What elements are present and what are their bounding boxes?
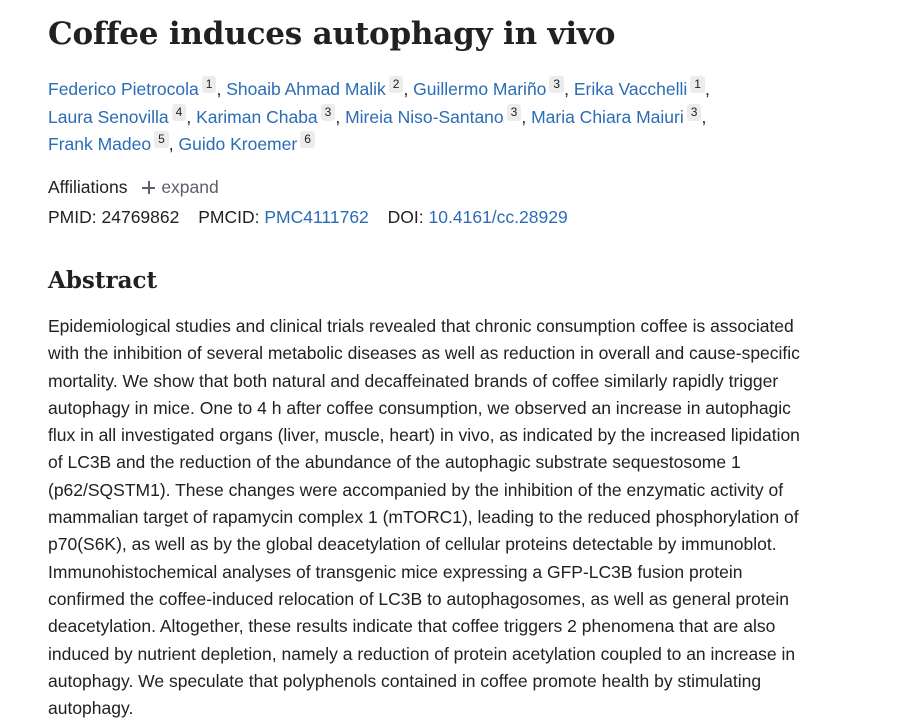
pmcid-link[interactable]: PMC4111762 (264, 207, 369, 227)
identifiers-row (48, 205, 582, 229)
author-line (48, 104, 848, 132)
abstract-line: flux in all investigated organs (liver, muscle, heart) in vivo, as indicated by the increased lipidation (48, 425, 800, 446)
separator: , (168, 134, 179, 154)
separator: , (335, 106, 346, 127)
affiliation-badge[interactable]: 3 (321, 104, 336, 121)
author-link[interactable]: Laura Senovilla (48, 106, 169, 127)
pmid-group (48, 207, 179, 227)
affiliation-badge[interactable]: 2 (389, 76, 404, 93)
pmcid-label: PMCID: (198, 207, 260, 227)
abstract-line: Immunohistochemical analyses of transgenic mice expressing a GFP-LC3B fusion protein (48, 561, 743, 582)
author-line (48, 76, 848, 104)
doi-link[interactable]: 10.4161/cc.28929 (428, 207, 568, 227)
author-link[interactable]: Shoaib Ahmad Malik (226, 79, 386, 99)
expand-label: expand (161, 177, 219, 197)
abstract-line: autophagy. We speculate that polyphenols contained in coffee promote health by stimulating (48, 670, 762, 691)
separator: , (186, 106, 197, 127)
abstract-line: mortality. We show that both natural and decaffeinated brands of coffee similarly rapidly trigger (48, 370, 779, 391)
author-list (48, 76, 848, 159)
abstract-line: (p62/SQSTM1). These changes were accompanied by the inhibition of the enzymatic activity of (48, 479, 784, 500)
affiliation-badge[interactable]: 3 (507, 104, 522, 121)
abstract-heading: Abstract (48, 267, 158, 294)
author-line (48, 131, 848, 159)
separator: , (403, 79, 414, 99)
pmcid-group (198, 207, 369, 227)
affiliation-badge[interactable]: 6 (300, 131, 315, 148)
pmid-value: 24769862 (101, 207, 180, 227)
abstract-line: with the inhibition of several metabolic diseases as well as reduction in overall and cause-specific (48, 343, 800, 364)
abstract-line: p70(S6K), as well as by the global deacetylation of cellular proteins detectable by immunoblot. (48, 534, 777, 555)
affiliation-badge[interactable]: 1 (690, 76, 705, 93)
author-link[interactable]: Mireia Niso-Santano (345, 106, 504, 127)
affiliations-row (48, 175, 219, 199)
author-link[interactable]: Erika Vacchelli (573, 79, 688, 99)
abstract-line: induced by nutrient depletion, namely a reduction of protein acetylation coupled to an increase in (48, 643, 796, 664)
author-link[interactable]: Guido Kroemer (178, 134, 298, 154)
author-link[interactable]: Federico Pietrocola (48, 79, 199, 99)
abstract-line: Epidemiological studies and clinical trials revealed that chronic consumption coffee is associated (48, 316, 794, 336)
affiliation-badge[interactable]: 1 (202, 76, 217, 93)
affiliation-badge[interactable]: 3 (549, 76, 564, 93)
abstract-text (48, 313, 858, 722)
author-link[interactable]: Kariman Chaba (196, 106, 318, 127)
article-title: Coffee induces autophagy in vivo (48, 16, 616, 52)
affiliation-badge[interactable]: 4 (172, 104, 187, 121)
author-link[interactable]: Guillermo Mariño (413, 79, 547, 99)
author-link[interactable]: Maria Chiara Maiuri (531, 106, 684, 127)
separator: , (564, 79, 574, 99)
abstract-line: mammalian target of rapamycin complex 1 (mTORC1), leading to the reduced phosphorylation of (48, 507, 799, 528)
plus-icon (142, 181, 155, 194)
expand-affiliations-button[interactable] (142, 175, 218, 199)
affiliation-badge[interactable]: 5 (154, 131, 169, 148)
pmid-label: PMID: (48, 207, 97, 227)
doi-group (388, 207, 568, 227)
abstract-line: deacetylation. Altogether, these results indicate that coffee triggers 2 phenomena that are also (48, 616, 776, 637)
affiliation-badge[interactable]: 3 (687, 104, 702, 121)
abstract-line: autophagy. (48, 698, 134, 719)
separator: , (216, 79, 227, 99)
affiliations-label: Affiliations (48, 177, 128, 197)
doi-label: DOI: (387, 207, 424, 227)
abstract-line: confirmed the coffee-induced relocation of LC3B to autophagosomes, as well as general protein (48, 588, 789, 609)
abstract-line: of LC3B and the reduction of the abundance of the autophagic substrate sequestosome 1 (48, 452, 741, 473)
separator: , (701, 106, 707, 127)
separator: , (704, 79, 710, 99)
separator: , (521, 106, 532, 127)
abstract-line: autophagy in mice. One to 4 h after coffee consumption, we observed an increase in autophagic (48, 397, 791, 418)
author-link[interactable]: Frank Madeo (48, 134, 152, 154)
